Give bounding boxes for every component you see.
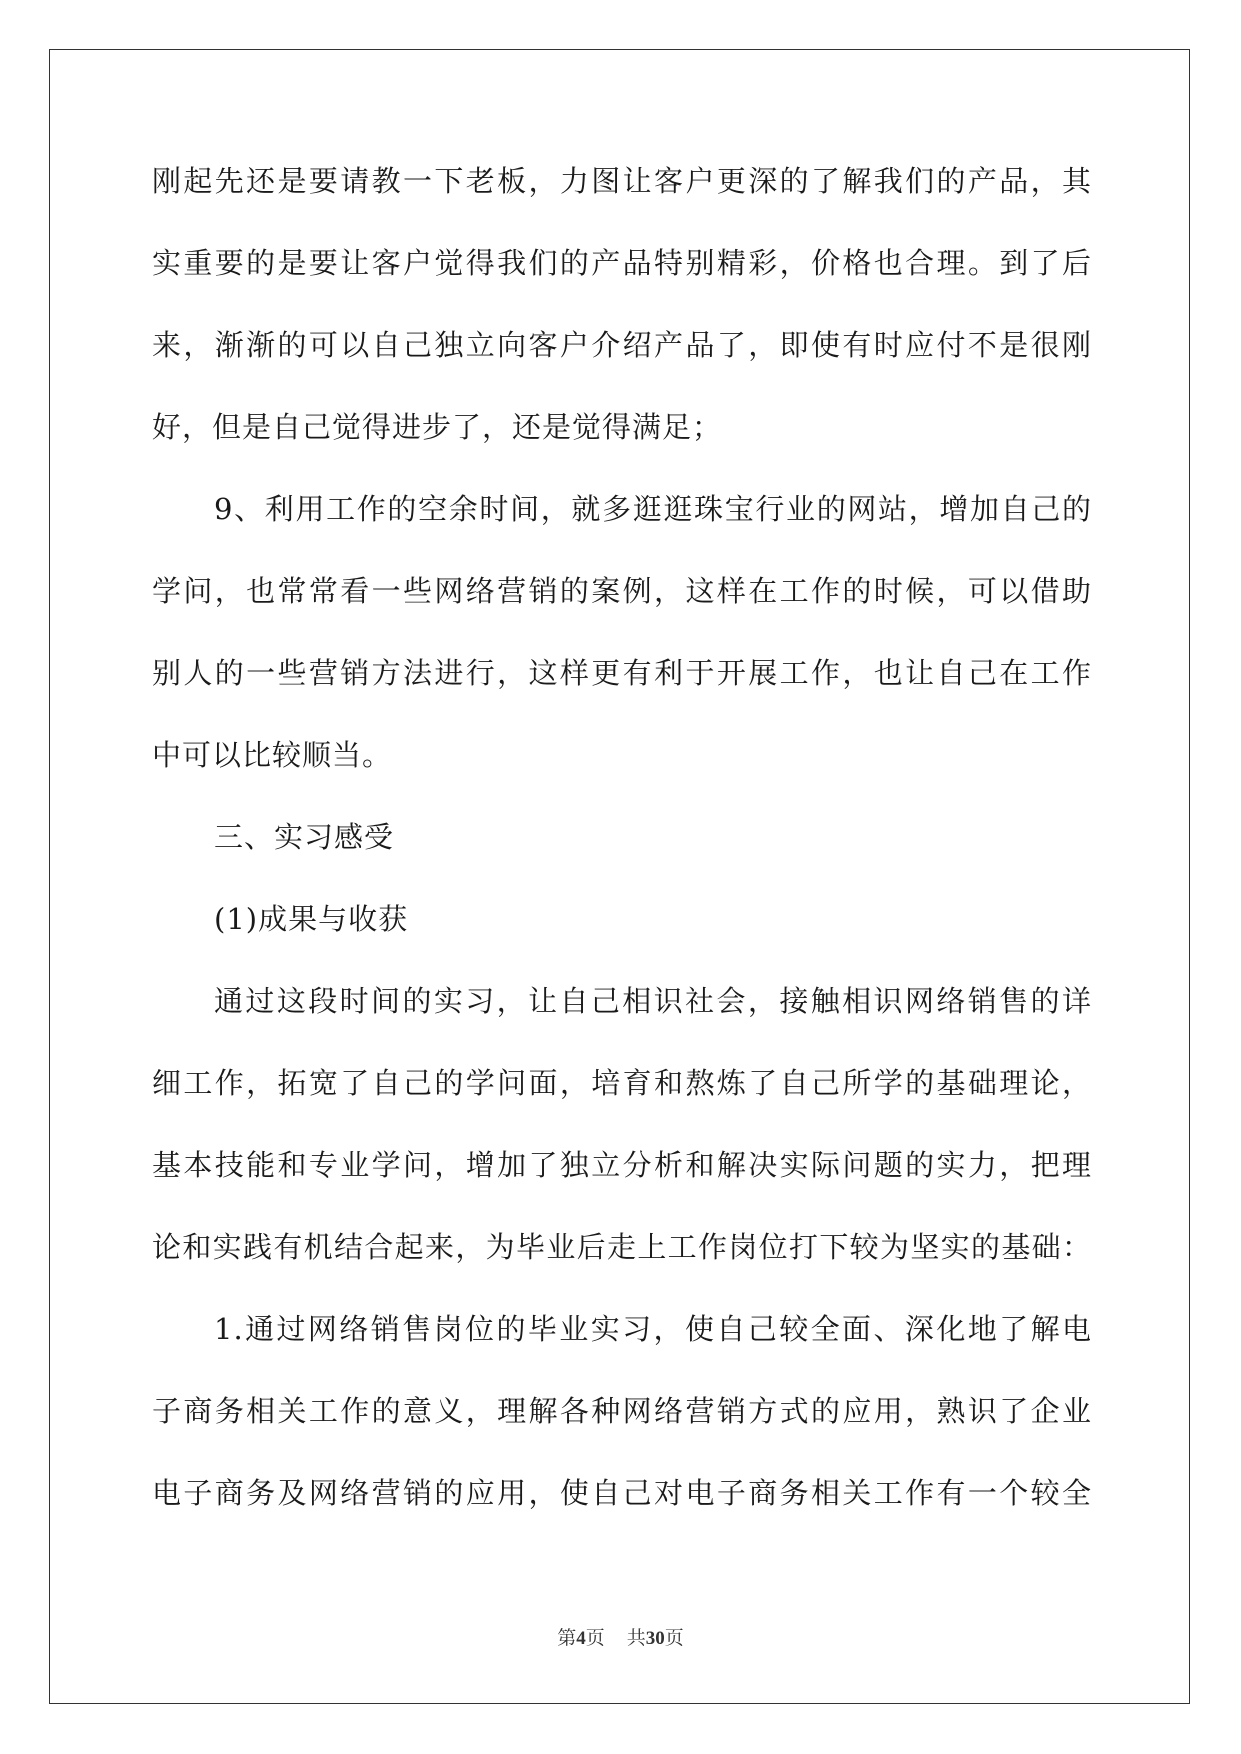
document-body — [152, 160, 1092, 1554]
footer-prefix: 第 — [557, 1628, 577, 1649]
text-line: 细工作，拓宽了自己的学问面，培育和熬炼了自己所学的基础理论， — [152, 1066, 1092, 1100]
text-line: 中可以比较顺当。 — [152, 738, 393, 772]
text-line: 基本技能和专业学问，增加了独立分析和解决实际问题的实力，把理 — [152, 1148, 1092, 1182]
text-line: 论和实践有机结合起来，为毕业后走上工作岗位打下较为坚实的基础： — [152, 1230, 1092, 1264]
paragraph-first-line: 1.通过网络销售岗位的毕业实习，使自己较全面、深化地了解电 — [214, 1312, 1092, 1346]
text-line: 实重要的是要让客户觉得我们的产品特别精彩，价格也合理。到了后 — [152, 246, 1092, 280]
text-line: 来，渐渐的可以自己独立向客户介绍产品了，即使有时应付不是很刚 — [152, 328, 1092, 362]
paragraph-first-line: 9、利用工作的空余时间，就多逛逛珠宝行业的网站，增加自己的 — [214, 492, 1092, 526]
footer-total-prefix: 共 — [626, 1628, 646, 1649]
text-line: 好，但是自己觉得进步了，还是觉得满足； — [152, 410, 723, 444]
text-line: 学问，也常常看一些网络营销的案例，这样在工作的时候，可以借助 — [152, 574, 1092, 608]
paragraph-first-line: 通过这段时间的实习，让自己相识社会，接触相识网络销售的详 — [214, 984, 1092, 1018]
footer-total-suffix: 页 — [664, 1628, 684, 1649]
section-heading: 三、实习感受 — [214, 820, 395, 854]
page-footer — [0, 1623, 1241, 1650]
text-line: 子商务相关工作的意义，理解各种网络营销方式的应用，熟识了企业 — [152, 1394, 1092, 1428]
total-page-count: 30 — [645, 1628, 665, 1649]
text-line: 别人的一些营销方法进行，这样更有利于开展工作，也让自己在工作 — [152, 656, 1092, 690]
subsection-heading: (1)成果与收获 — [214, 902, 409, 936]
text-line: 刚起先还是要请教一下老板，力图让客户更深的了解我们的产品，其 — [152, 164, 1092, 198]
footer-page-suffix: 页 — [585, 1628, 605, 1649]
current-page-number: 4 — [576, 1628, 586, 1649]
text-line: 电子商务及网络营销的应用，使自己对电子商务相关工作有一个较全 — [152, 1476, 1092, 1510]
